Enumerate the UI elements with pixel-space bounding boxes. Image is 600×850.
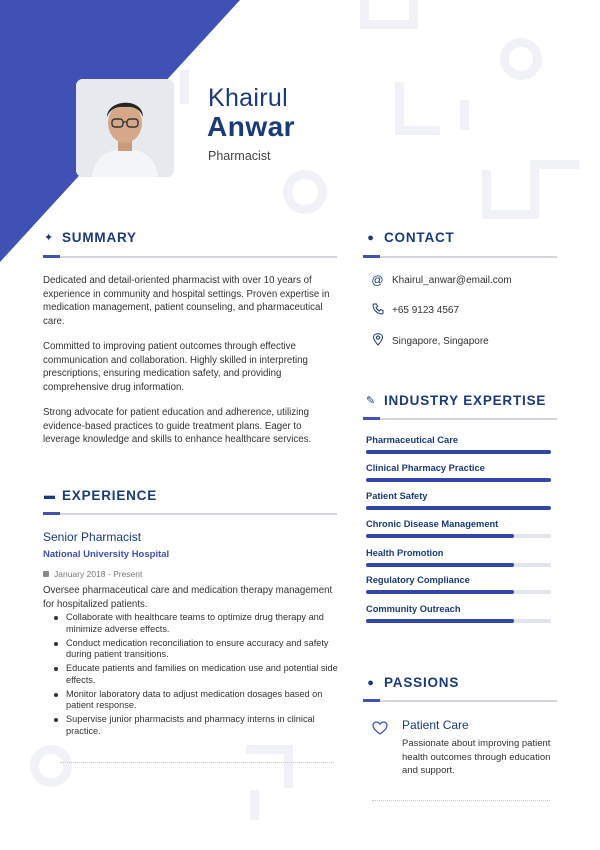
job-description: Oversee pharmaceutical care and medication therapy management for hospitalized patients. bbox=[43, 585, 333, 610]
job-bullet: Conduct medication reconciliation to ensure accuracy and safety during patient transitions. bbox=[52, 638, 338, 661]
lightbulb-icon: ● bbox=[367, 676, 375, 689]
skill-label: Pharmaceutical Care bbox=[366, 435, 458, 445]
contact-phone[interactable] bbox=[371, 303, 459, 318]
at-icon: @ bbox=[371, 273, 384, 287]
experience-title: EXPERIENCE bbox=[62, 488, 158, 503]
job-bullet-list bbox=[52, 612, 338, 740]
passions-title: PASSIONS bbox=[384, 675, 460, 690]
heart-icon bbox=[372, 720, 388, 736]
job-date bbox=[43, 569, 142, 579]
skill-label: Regulatory Compliance bbox=[366, 575, 470, 585]
job-bullet: Monitor laboratory data to adjust medication dosages based on patient response. bbox=[52, 689, 338, 712]
last-name: Anwar bbox=[207, 111, 296, 142]
skill-bar-track bbox=[366, 534, 551, 538]
first-name: Khairul bbox=[208, 84, 288, 112]
skill-bar-track bbox=[366, 478, 551, 482]
bg-decoration bbox=[395, 82, 440, 135]
contact-title: CONTACT bbox=[384, 230, 455, 245]
job-bullet: Supervise junior pharmacists and pharmacy interns in clinical practice. bbox=[52, 714, 338, 737]
expertise-heading bbox=[366, 393, 546, 408]
bg-decoration bbox=[283, 170, 327, 214]
bg-decoration bbox=[250, 790, 267, 820]
skill-bar-fill bbox=[366, 478, 551, 482]
phone-icon bbox=[371, 303, 384, 318]
profile-photo bbox=[76, 79, 174, 177]
skill-item bbox=[366, 491, 552, 510]
briefcase-icon: ▬ bbox=[44, 489, 56, 502]
skill-item bbox=[366, 435, 552, 454]
email-text: Khairul_anwar@email.com bbox=[392, 274, 512, 286]
job-bullet: Collaborate with healthcare teams to optimize drug therapy and minimize adverse effects. bbox=[52, 612, 338, 635]
job-date-text: January 2018 - Present bbox=[54, 569, 143, 579]
bg-decoration bbox=[460, 100, 477, 130]
skill-bar-fill bbox=[366, 506, 551, 510]
summary-paragraph: Committed to improving patient outcomes through effective communication and collaboration. Highly skilled in interpreting prescriptions, ensuring medication safety, and providing comprehensive drug information. bbox=[43, 341, 308, 393]
contact-heading bbox=[366, 230, 455, 245]
expertise-divider bbox=[363, 418, 557, 420]
bg-decoration bbox=[246, 745, 293, 788]
passions-divider bbox=[363, 700, 557, 702]
passion-description: Passionate about improving patient health outcomes through education and support. bbox=[402, 738, 551, 776]
experience-divider bbox=[43, 513, 337, 515]
skill-bar-fill bbox=[366, 563, 514, 567]
experience-heading bbox=[44, 488, 157, 503]
job-company: National University Hospital bbox=[43, 549, 170, 560]
skill-label: Patient Safety bbox=[366, 491, 428, 501]
location-pin-icon bbox=[371, 333, 384, 349]
contact-email[interactable] bbox=[371, 273, 512, 287]
sparkle-icon: ✦ bbox=[44, 232, 55, 244]
person-icon: ● bbox=[367, 231, 375, 244]
skill-bar-track bbox=[366, 590, 551, 594]
bg-decoration bbox=[180, 70, 199, 104]
summary-paragraph: Dedicated and detail-oriented pharmacist with over 10 years of experience in community and hospital settings. Proven expertise in medication management, patient counseling, and pharmaceutical care. bbox=[43, 275, 330, 327]
bg-decoration bbox=[30, 745, 72, 787]
skill-bar-fill bbox=[366, 534, 514, 538]
passions-heading bbox=[366, 675, 459, 690]
bg-decoration bbox=[360, 0, 418, 29]
summary-heading bbox=[44, 230, 137, 245]
calendar-icon bbox=[43, 571, 49, 577]
summary-divider bbox=[43, 256, 337, 258]
skill-bar-fill bbox=[366, 450, 551, 454]
skill-item bbox=[366, 548, 552, 567]
skill-item bbox=[366, 519, 552, 538]
location-text: Singapore, Singapore bbox=[392, 335, 489, 347]
experience-separator bbox=[60, 762, 334, 763]
skill-bar-fill bbox=[366, 590, 514, 594]
skill-label: Health Promotion bbox=[366, 548, 444, 558]
skill-bar-track bbox=[366, 563, 551, 567]
job-bullet: Educate patients and families on medication use and potential side effects. bbox=[52, 663, 338, 686]
summary-title: SUMMARY bbox=[62, 230, 137, 245]
contact-location bbox=[371, 333, 489, 349]
skill-item bbox=[366, 463, 552, 482]
job-role: Pharmacist bbox=[208, 149, 271, 163]
skill-label: Clinical Pharmacy Practice bbox=[366, 463, 485, 473]
skill-label: Chronic Disease Management bbox=[366, 519, 499, 529]
contact-divider bbox=[363, 256, 557, 258]
skill-bar-fill bbox=[366, 619, 514, 623]
skill-bar-track bbox=[366, 506, 551, 510]
person-avatar-icon bbox=[76, 79, 174, 177]
expertise-title: INDUSTRY EXPERTISE bbox=[384, 393, 547, 408]
passion-title: Patient Care bbox=[402, 718, 469, 732]
skill-label: Community Outreach bbox=[366, 604, 461, 614]
skill-bar-track bbox=[366, 619, 551, 623]
phone-text: +65 9123 4567 bbox=[392, 305, 460, 316]
skill-item bbox=[366, 575, 552, 594]
summary-paragraph: Strong advocate for patient education and adherence, utilizing evidence-based practices to guide treatment plans. Eager to leverage knowledge and skills to enhance healthcare services. bbox=[43, 407, 312, 445]
bg-decoration bbox=[530, 160, 579, 213]
wrench-icon: ✎ bbox=[366, 395, 377, 407]
skill-bar-track bbox=[366, 450, 551, 454]
skill-item bbox=[366, 604, 552, 623]
job-title: Senior Pharmacist bbox=[43, 530, 142, 544]
bg-decoration bbox=[500, 38, 542, 80]
passion-separator bbox=[372, 800, 550, 801]
